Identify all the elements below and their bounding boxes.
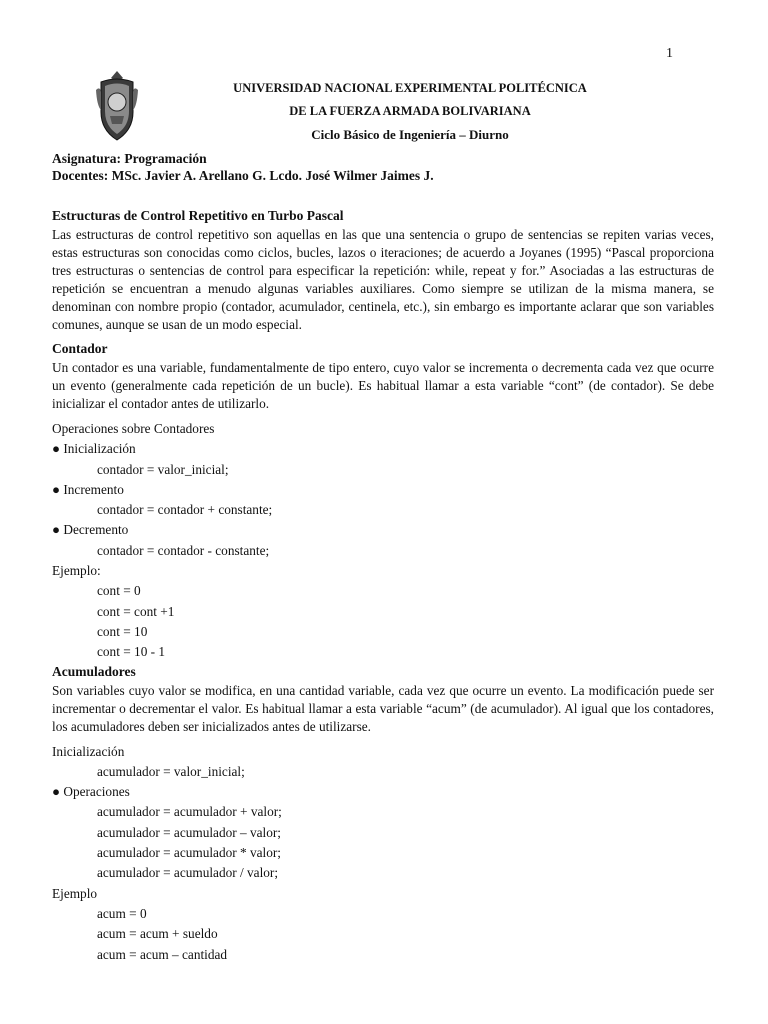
doc-line: cont = 0 [97,583,141,599]
doc-line: contador = contador + constante; [97,502,273,518]
doc-line: contador = contador - constante; [97,542,270,558]
doc-line: acumulador = valor_inicial; [97,763,245,779]
doc-line: cont = 10 - 1 [97,644,166,660]
doc-line: Operaciones sobre Contadores [52,421,215,436]
header-cycle: Ciclo Básico de Ingeniería – Diurno [311,127,509,142]
header-university-name: UNIVERSIDAD NACIONAL EXPERIMENTAL POLITÉCNICA [233,81,587,95]
acumuladores-description: Son variables cuyo valor se modifica, en una cantidad variable, cada vez que ocurre un evento. La modificación puede ser incrementar o decrementar el valor. Es habitual llamar a esta variable “acum” (de acumulador). Al igual que los contadores, los acumuladores deben ser inicializados antes de utilizarse. [52,682,714,734]
doc-line: acumulador = acumulador + valor; [97,804,282,820]
header-institution: DE LA FUERZA ARMADA BOLIVARIANA [289,104,531,118]
doc-line: ● Inicialización [52,441,136,457]
doc-line: acumulador = acumulador / valor; [97,865,279,881]
teachers-line: Docentes: MSc. Javier A. Arellano G. Lcdo. José Wilmer Jaimes J. [52,168,434,183]
intro-paragraph: Las estructuras de control repetitivo son aquellas en las que una sentencia o grupo de sentencias se repiten varias veces, estas estructuras son conocidas como ciclos, bucles, lazos o iteraciones; de acuerdo a Joyanes (1995) “Pascal proporciona tres estructuras o sentencias de control para especificar la repetición: while, repeat y for.” Asociadas a las estructuras de repetición se encuentran a menudo algunas variables auxiliares. Como siempre se utilizan de la misma manera, se denominan con nombre propio (contador, acumulador, centinela, etc.), sin embargo es importante aclarar que son variables comunes, aunque se usan de un modo especial. [52,227,714,332]
doc-line: acum = 0 [97,905,147,921]
doc-line: Ejemplo: [52,563,101,579]
contador-operations [52,419,714,663]
contador-heading: Contador [52,341,108,356]
acumuladores-heading: Acumuladores [52,663,136,679]
doc-line: Inicialización [52,743,125,759]
doc-line: acum = acum + sueldo [97,926,218,942]
section-title: Estructuras de Control Repetitivo en Turbo Pascal [52,208,344,223]
doc-line: acum = acum – cantidad [97,946,228,962]
doc-line: acumulador = acumulador * valor; [97,845,281,861]
doc-line: cont = cont +1 [97,603,175,619]
page-number: 1 [666,46,673,61]
doc-line: acumulador = acumulador – valor; [97,824,281,840]
subject-line: Asignatura: Programación [52,151,207,166]
doc-line: ● Decremento [52,522,129,538]
document-body [52,207,714,965]
doc-line: cont = 10 [97,623,148,639]
doc-line: ● Incremento [52,481,124,497]
acumuladores-operations [52,742,714,965]
contador-description: Un contador es una variable, fundamentalmente de tipo entero, cuyo valor se incrementa o decrementa cada vez que ocurre un evento (generalmente cada repetición de un bucle). Es habitual llamar a esta variable “cont” (de contador). Se debe inicializar el contador antes de utilizarlo. [52,360,714,411]
doc-line: ● Operaciones [52,784,130,800]
doc-line: Ejemplo [52,885,98,901]
doc-line: contador = valor_inicial; [97,461,229,477]
